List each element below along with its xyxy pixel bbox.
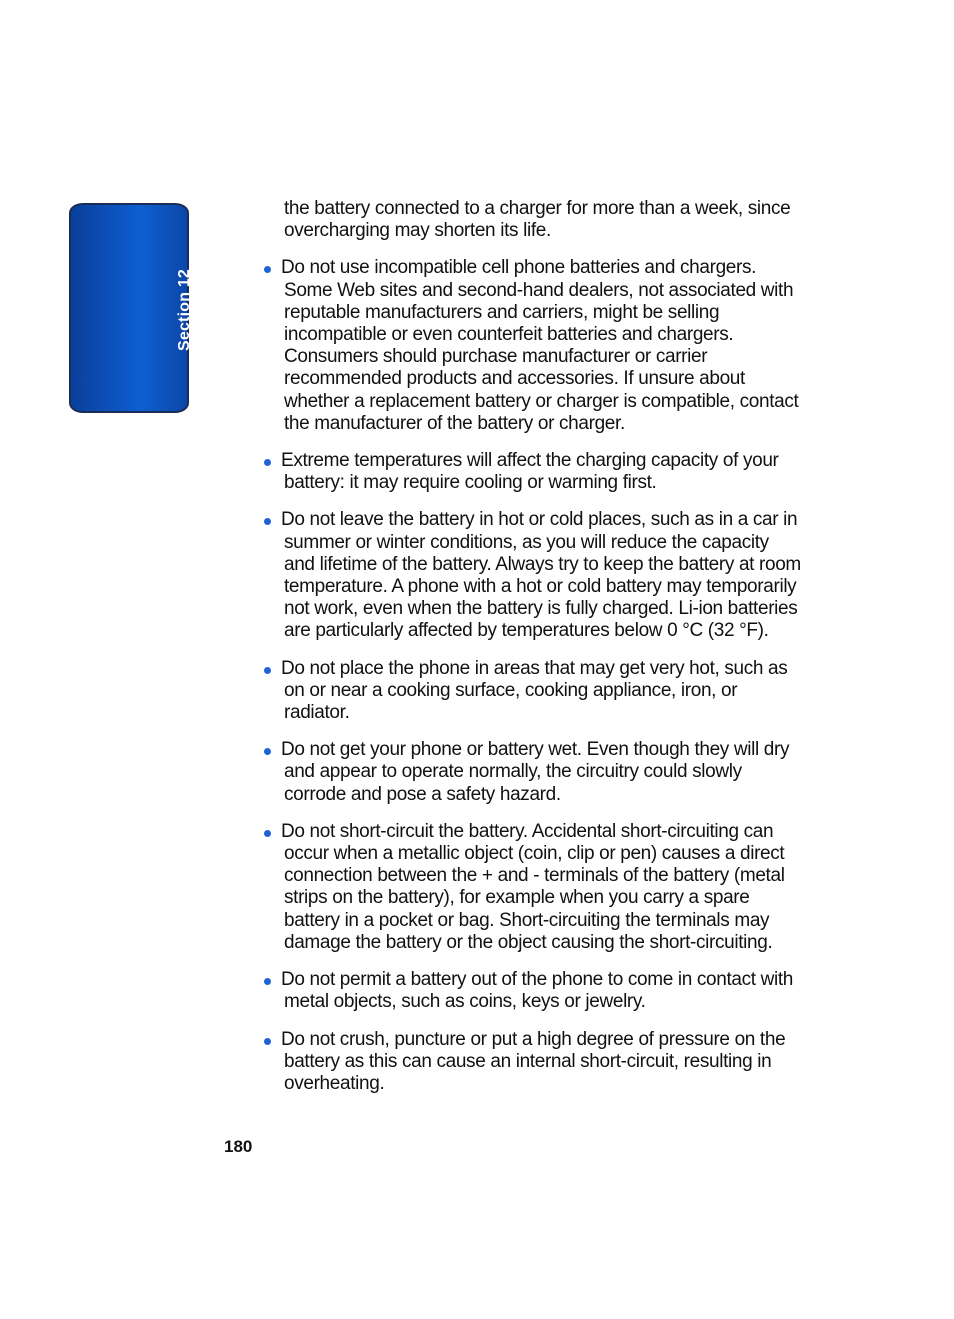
- bullet-item: [262, 969, 802, 1013]
- bullet-item: [262, 821, 802, 954]
- bullet-dot-icon: [264, 1038, 271, 1045]
- bullet-text: Do not get your phone or battery wet. Even though they will dry and appear to operate normally, the circuitry could slowly corrode and pose a safety hazard.: [281, 739, 790, 805]
- bullet-item: [262, 509, 802, 642]
- section-tab: [69, 203, 189, 413]
- bullet-dot-icon: [264, 978, 271, 985]
- page-number: 180: [224, 1137, 253, 1156]
- bullet-dot-icon: [264, 667, 271, 674]
- bullet-text: Do not place the phone in areas that may get very hot, such as on or near a cooking surface, cooking appliance, iron, or radiator.: [281, 657, 788, 724]
- bullet-dot-icon: [264, 518, 271, 525]
- bullet-text: Do not permit a battery out of the phone to come in contact with metal objects, such as coins, keys or jewelry.: [281, 969, 794, 1013]
- bullet-dot-icon: [264, 748, 271, 755]
- bullet-item: [262, 658, 802, 725]
- bullet-item: [262, 1029, 802, 1096]
- bullet-dot-icon: [264, 830, 271, 837]
- bullet-item: [262, 450, 802, 494]
- bullet-text: Do not use incompatible cell phone batteries and chargers. Some Web sites and second-hand dealers, not associated with reputable manufacturers and carriers, might be selling incompatible or even counterfeit batteries and chargers. Consumers should purchase manufacturer or carrier recommended products and accessories. If unsure about whether a replacement battery or charger is compatible, contact the manufacturer of the battery or charger.: [281, 257, 799, 434]
- bullet-text: Do not leave the battery in hot or cold places, such as in a car in summer or winter conditions, as you will reduce the capacity and lifetime of the battery. Always try to keep the battery at room temperature. A phone with a hot or cold battery may temporarily not work, even when the battery is fully charged. Li-ion batteries are particularly affected by temperatures below 0 °C (32 °F).: [281, 509, 801, 642]
- bullet-item: [262, 739, 802, 806]
- intro-paragraph: the battery connected to a charger for more than a week, since overcharging may shorten its life.: [284, 198, 791, 242]
- page-content: [262, 198, 802, 1110]
- bullet-text: Extreme temperatures will affect the charging capacity of your battery: it may require cooling or warming first.: [281, 450, 779, 494]
- bullet-text: Do not crush, puncture or put a high degree of pressure on the battery as this can cause an internal short-circuit, resulting in overheating.: [281, 1028, 786, 1094]
- bullet-text: Do not short-circuit the battery. Accidental short-circuiting can occur when a metallic object (coin, clip or pen) causes a direct connection between the + and - terminals of the battery (metal strips on the battery), for example when you carry a spare battery in a pocket or bag. Short-circuiting the terminals may damage the battery or the object causing the short-circuiting.: [281, 820, 785, 953]
- bullet-dot-icon: [264, 459, 271, 466]
- section-label: Section 12: [176, 268, 193, 352]
- bullet-dot-icon: [264, 266, 271, 273]
- bullet-item: [262, 257, 802, 435]
